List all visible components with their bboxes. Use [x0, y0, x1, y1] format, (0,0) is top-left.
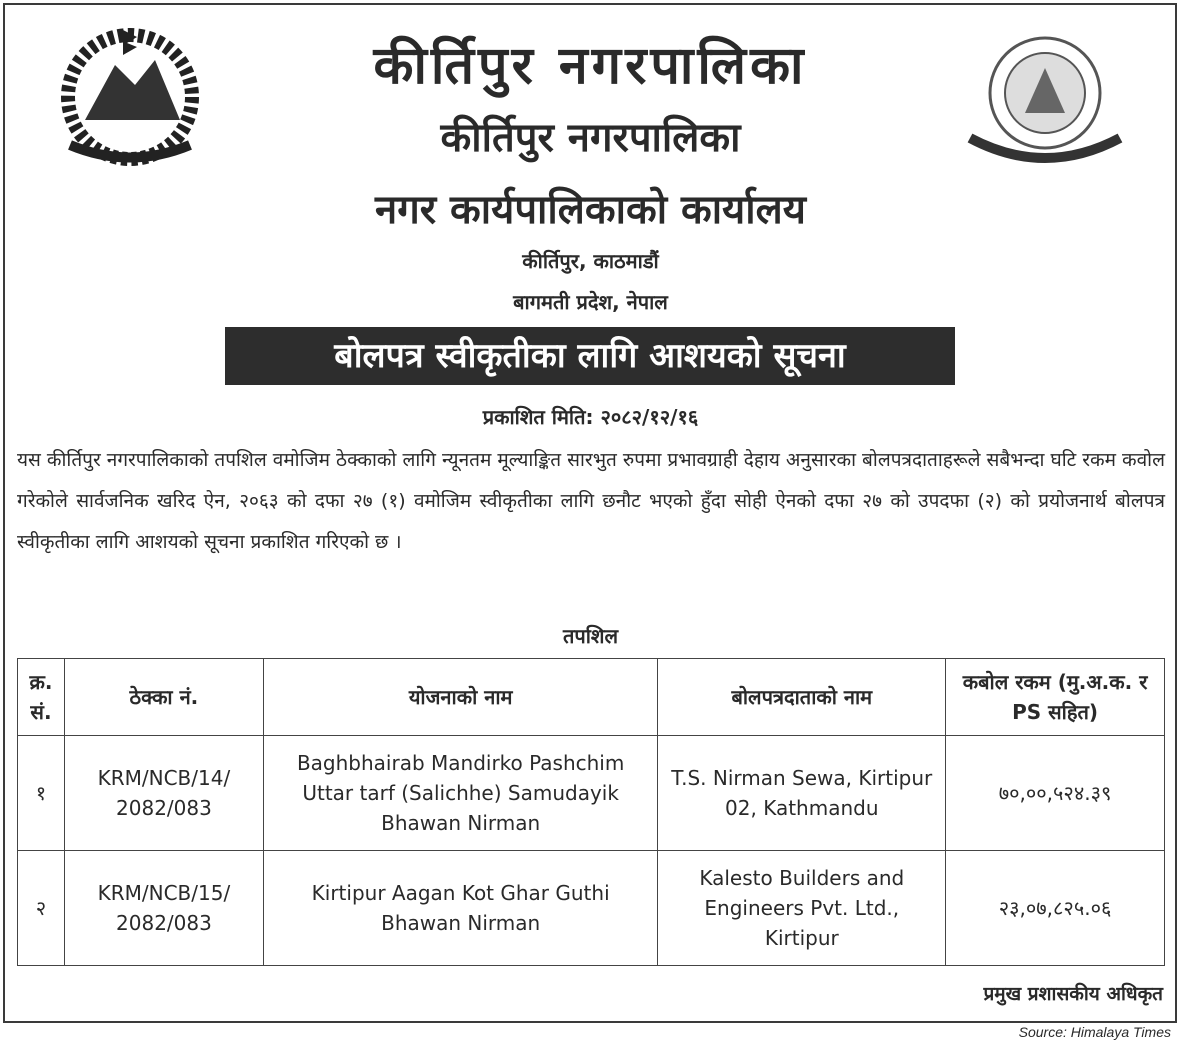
header-project-name: योजनाको नाम — [263, 659, 658, 736]
contract-table — [17, 658, 1165, 966]
project-name-cell: Baghbhairab Mandirko Pashchim Uttar tarf (Salichhe) Samudayik Bhawan Nirman — [263, 736, 658, 851]
notice-title: बोलपत्र स्वीकृतीका लागि आशयको सूचना — [225, 327, 955, 385]
signatory: प्रमुख प्रशासकीय अधिकृत — [983, 983, 1163, 1005]
address-line-1: कीर्तिपुर, काठमाडौं — [522, 249, 659, 273]
published-date: प्रकाशित मिति: २०८२/१२/१६ — [482, 405, 699, 429]
serial-cell: २ — [18, 851, 65, 966]
office-name: नगर कार्यपालिकाको कार्यालय — [375, 187, 806, 233]
contract-no-cell: KRM/NCB/14/ 2082/083 — [64, 736, 263, 851]
schedule-heading: तपशिल — [562, 624, 619, 648]
header-bid-amount: कबोल रकम (मु.अ.क. र PS सहित) — [946, 659, 1165, 736]
source-credit: Source: Himalaya Times — [1018, 1024, 1171, 1040]
header-contract-no: ठेक्का नं. — [64, 659, 263, 736]
bid-amount-cell: २३,०७,८२५.०६ — [946, 851, 1165, 966]
header-serial: क्र. सं. — [18, 659, 65, 736]
bid-amount-cell: ७०,००,५२४.३९ — [946, 736, 1165, 851]
notice-body: यस कीर्तिपुर नगरपालिकाको तपशिल वमोजिम ठेक्काको लागि न्यूनतम मूल्याङ्कित सारभुत रुपमा प्रभावग्राही देहाय अनुसारका बोलपत्रदाताहरूले सबैभन्दा घटि रकम कवोल गरेकोले सार्वजनिक खरिद ऐन, २०६३ को दफा २७ (१) वमोजिम स्वीकृतीका लागि छनौट भएको हुँदा सोही ऐनको दफा २७ को उपदफा (२) को प्रयोजनार्थ बोलपत्र स्वीकृतीका लागि आशयको सूचना प्रकाशित गरिएको छ । — [17, 449, 1165, 553]
bidder-name-cell: T.S. Nirman Sewa, Kirtipur 02, Kathmandu — [658, 736, 946, 851]
table-row — [18, 851, 1165, 966]
table-row — [18, 736, 1165, 851]
contract-no-cell: KRM/NCB/15/ 2082/083 — [64, 851, 263, 966]
address-line-2: बागमती प्रदेश, नेपाल — [513, 290, 668, 314]
logo-text: कीर्तिपुर नगरपालिका — [373, 35, 808, 96]
bidder-name-cell: Kalesto Builders and Engineers Pvt. Ltd., Kirtipur — [658, 851, 946, 966]
serial-cell: १ — [18, 736, 65, 851]
municipality-name: कीर्तिपुर नगरपालिका — [440, 115, 741, 161]
header-bidder-name: बोलपत्रदाताको नाम — [658, 659, 946, 736]
project-name-cell: Kirtipur Aagan Kot Ghar Guthi Bhawan Nirman — [263, 851, 658, 966]
table-header-row — [18, 659, 1165, 736]
